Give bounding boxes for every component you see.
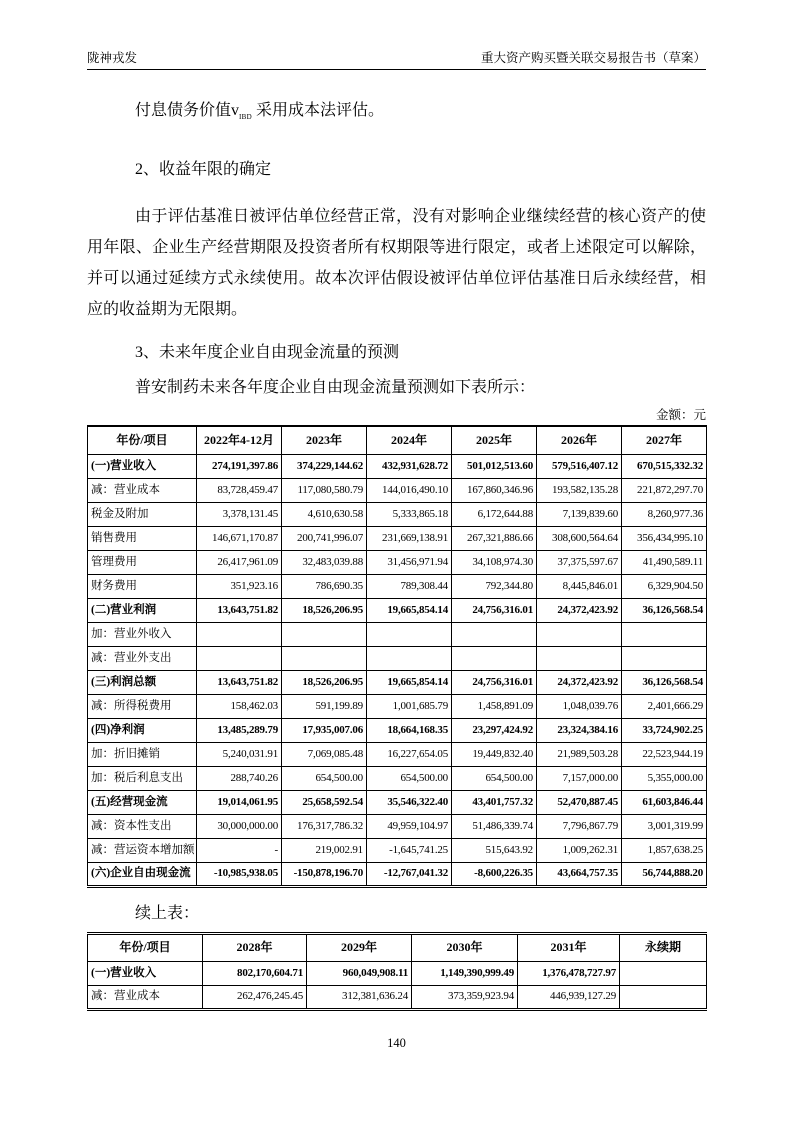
row-label: (一)营业收入 [88,454,197,478]
row-label: 加：折旧摊销 [88,742,197,766]
cell-value: 200,741,996.07 [282,526,367,550]
cell-value: 267,321,886.66 [452,526,537,550]
cell-value [620,985,707,1009]
column-header: 2029年 [307,933,412,961]
cell-value: 262,476,245.45 [203,985,307,1009]
cell-value: 5,333,865.18 [367,502,452,526]
cell-value: 51,486,339.74 [452,814,537,838]
subscript-ibd: IBD [239,113,252,122]
table-header-row [88,426,707,454]
row-label: (二)营业利润 [88,598,197,622]
cell-value: 83,728,459.47 [197,478,282,502]
row-label: 加：税后利息支出 [88,766,197,790]
cell-value: 13,485,289.79 [197,718,282,742]
header-divider [87,69,706,70]
cell-value: 6,172,644.88 [452,502,537,526]
cell-value: 374,229,144.62 [282,454,367,478]
table-row [88,694,707,718]
table-row [88,622,707,646]
cell-value: 19,665,854.14 [367,670,452,694]
cell-value: 356,434,995.10 [622,526,707,550]
row-label: 销售费用 [88,526,197,550]
cell-value [197,646,282,670]
cell-value: 8,260,977.36 [622,502,707,526]
cell-value: 312,381,636.24 [307,985,412,1009]
cell-value: 35,546,322.40 [367,790,452,814]
row-label: 财务费用 [88,574,197,598]
table-header-row [88,933,707,961]
column-header: 2026年 [537,426,622,454]
row-label: (五)经营现金流 [88,790,197,814]
row-label: (六)企业自由现金流 [88,862,197,886]
column-header: 2025年 [452,426,537,454]
cell-value: 1,458,891.09 [452,694,537,718]
cell-value: 176,317,786.32 [282,814,367,838]
cell-value: 515,643.92 [452,838,537,862]
table-row [88,862,707,886]
cell-value: 432,931,628.72 [367,454,452,478]
row-label: 减：营运资本增加额 [88,838,197,862]
cell-value: 351,923.16 [197,574,282,598]
cell-value: 117,080,580.79 [282,478,367,502]
cell-value: 158,462.03 [197,694,282,718]
header-report-title: 重大资产购买暨关联交易报告书（草案） [480,51,706,65]
column-header: 2030年 [412,933,518,961]
table-row [88,961,707,985]
cashflow-forecast-table [87,425,707,888]
row-label: 减：所得税费用 [88,694,197,718]
cell-value: 16,227,654.05 [367,742,452,766]
row-label: 减：营业成本 [88,478,197,502]
cell-value: 144,016,490.10 [367,478,452,502]
cell-value: 18,526,206.95 [282,598,367,622]
cell-value: 17,935,007.06 [282,718,367,742]
cell-value: 41,490,589.11 [622,550,707,574]
cell-value: 6,329,904.50 [622,574,707,598]
cell-value: 19,449,832.40 [452,742,537,766]
column-header: 2027年 [622,426,707,454]
table-row [88,598,707,622]
cell-value: 24,756,316.01 [452,670,537,694]
table-row [88,985,707,1009]
cell-value: -150,878,196.70 [282,862,367,886]
table-row [88,454,707,478]
table-row [88,550,707,574]
cell-value [620,961,707,985]
paragraph-debt-valuation [87,95,706,133]
cell-value: 13,643,751.82 [197,598,282,622]
cell-value: 167,860,346.96 [452,478,537,502]
column-header: 永续期 [620,933,707,961]
cell-value [282,622,367,646]
row-label: 税金及附加 [88,502,197,526]
cell-value: 308,600,564.64 [537,526,622,550]
cell-value: -10,985,938.05 [197,862,282,886]
cell-value: 802,170,604.71 [203,961,307,985]
cell-value: 446,939,127.29 [518,985,620,1009]
cell-value [197,622,282,646]
cell-value: 49,959,104.97 [367,814,452,838]
cell-value: 1,009,262.31 [537,838,622,862]
cell-value: 36,126,568.54 [622,598,707,622]
column-header: 2023年 [282,426,367,454]
cell-value: -8,600,226.35 [452,862,537,886]
cell-value: 8,445,846.01 [537,574,622,598]
cell-value: 24,756,316.01 [452,598,537,622]
paragraph-debt-valuation-prefix: 付息债务价值v [135,102,240,119]
cell-value [367,622,452,646]
cell-value: 30,000,000.00 [197,814,282,838]
cell-value: 1,857,638.25 [622,838,707,862]
row-label: 减：资本性支出 [88,814,197,838]
cell-value: 23,297,424.92 [452,718,537,742]
row-label: 加：营业外收入 [88,622,197,646]
heading-cashflow-forecast: 3、未来年度企业自由现金流量的预测 [135,344,400,362]
cell-value: 1,376,478,727.97 [518,961,620,985]
table-row [88,742,707,766]
cell-value: 19,014,061.95 [197,790,282,814]
cell-value: 19,665,854.14 [367,598,452,622]
row-label: (三)利润总额 [88,670,197,694]
cell-value: 1,001,685.79 [367,694,452,718]
cell-value: 24,372,423.92 [537,598,622,622]
cell-value: 43,401,757.32 [452,790,537,814]
cell-value: 26,417,961.09 [197,550,282,574]
table-row [88,718,707,742]
column-header: 2022年4-12月 [197,426,282,454]
cell-value: 2,401,666.29 [622,694,707,718]
paragraph-debt-valuation-suffix: 采用成本法评估。 [251,102,384,119]
cell-value [622,646,707,670]
table-row [88,670,707,694]
cell-value: 36,126,568.54 [622,670,707,694]
cell-value: 32,483,039.88 [282,550,367,574]
cell-value: 579,516,407.12 [537,454,622,478]
cell-value: 670,515,332.32 [622,454,707,478]
cell-value: 219,002.91 [282,838,367,862]
table-row [88,502,707,526]
cell-value: 591,199.89 [282,694,367,718]
cell-value: 1,149,390,999.49 [412,961,518,985]
column-header: 2031年 [518,933,620,961]
cell-value: 288,740.26 [197,766,282,790]
cell-value: 193,582,135.28 [537,478,622,502]
cell-value [622,622,707,646]
cell-value: 21,989,503.28 [537,742,622,766]
cell-value: 18,526,206.95 [282,670,367,694]
cell-value: 5,355,000.00 [622,766,707,790]
cell-value: 1,048,039.76 [537,694,622,718]
cell-value: 231,669,138.91 [367,526,452,550]
cell-value: 274,191,397.86 [197,454,282,478]
cell-value: 221,872,297.70 [622,478,707,502]
table-row [88,766,707,790]
table-continued-label: 续上表： [135,904,200,922]
cell-value: 33,724,902.25 [622,718,707,742]
cell-value: 960,049,908.11 [307,961,412,985]
header-company-name: 陇神戎发 [87,51,138,65]
cell-value [282,646,367,670]
amount-unit-label: 金额：元 [655,408,706,423]
cell-value: 3,001,319.99 [622,814,707,838]
paragraph-going-concern: 由于评估基准日被评估单位经营正常，没有对影响企业继续经营的核心资产的使用年限、企业生产经营期限及投资者所有权期限等进行限定，或者上述限定可以解除，并可以通过延续方式永续使用。故本次评估假设被评估单位评估基准日后永续经营，相应的收益期为无限期。 [87,208,706,319]
column-header: 2028年 [203,933,307,961]
cell-value: 501,012,513.60 [452,454,537,478]
table-row [88,646,707,670]
column-header: 2024年 [367,426,452,454]
cell-value: 61,603,846.44 [622,790,707,814]
cell-value: 3,378,131.45 [197,502,282,526]
cell-value: 792,344.80 [452,574,537,598]
table-row [88,574,707,598]
cell-value: 25,658,592.54 [282,790,367,814]
cell-value [452,646,537,670]
cell-value: 7,157,000.00 [537,766,622,790]
cell-value: 146,671,170.87 [197,526,282,550]
cell-value [537,622,622,646]
cell-value: 37,375,597.67 [537,550,622,574]
cell-value: 18,664,168.35 [367,718,452,742]
cell-value [367,646,452,670]
cell-value: 7,139,839.60 [537,502,622,526]
cell-value: -12,767,041.32 [367,862,452,886]
cell-value: 22,523,944.19 [622,742,707,766]
cell-value [452,622,537,646]
cell-value: 23,324,384.16 [537,718,622,742]
cell-value: 52,470,887.45 [537,790,622,814]
cell-value: 654,500.00 [367,766,452,790]
column-header: 年份/项目 [88,426,197,454]
cell-value: 4,610,630.58 [282,502,367,526]
cell-value: 7,069,085.48 [282,742,367,766]
cashflow-forecast-table-continued [87,932,707,1011]
row-label: 管理费用 [88,550,197,574]
heading-income-period: 2、收益年限的确定 [135,161,272,179]
cell-value: 31,456,971.94 [367,550,452,574]
cell-value: 34,108,974.30 [452,550,537,574]
table-row [88,790,707,814]
cell-value: 373,359,923.94 [412,985,518,1009]
cell-value: 654,500.00 [282,766,367,790]
page-number: 140 [387,1036,406,1050]
cell-value: -1,645,741.25 [367,838,452,862]
cell-value: - [197,838,282,862]
paragraph-forecast-intro: 普安制药未来各年度企业自由现金流量预测如下表所示： [135,379,536,397]
table-row [88,478,707,502]
cell-value: 43,664,757.35 [537,862,622,886]
table-row [88,526,707,550]
cell-value: 786,690.35 [282,574,367,598]
cell-value: 56,744,888.20 [622,862,707,886]
row-label: (一)营业收入 [88,961,203,985]
row-label: 减：营业外支出 [88,646,197,670]
table-row [88,838,707,862]
row-label: 减：营业成本 [88,985,203,1009]
column-header: 年份/项目 [88,933,203,961]
cell-value: 13,643,751.82 [197,670,282,694]
cell-value: 24,372,423.92 [537,670,622,694]
cell-value [537,646,622,670]
cell-value: 654,500.00 [452,766,537,790]
row-label: (四)净利润 [88,718,197,742]
cell-value: 7,796,867.79 [537,814,622,838]
table-row [88,814,707,838]
running-header [87,50,706,66]
cell-value: 5,240,031.91 [197,742,282,766]
cell-value: 789,308.44 [367,574,452,598]
